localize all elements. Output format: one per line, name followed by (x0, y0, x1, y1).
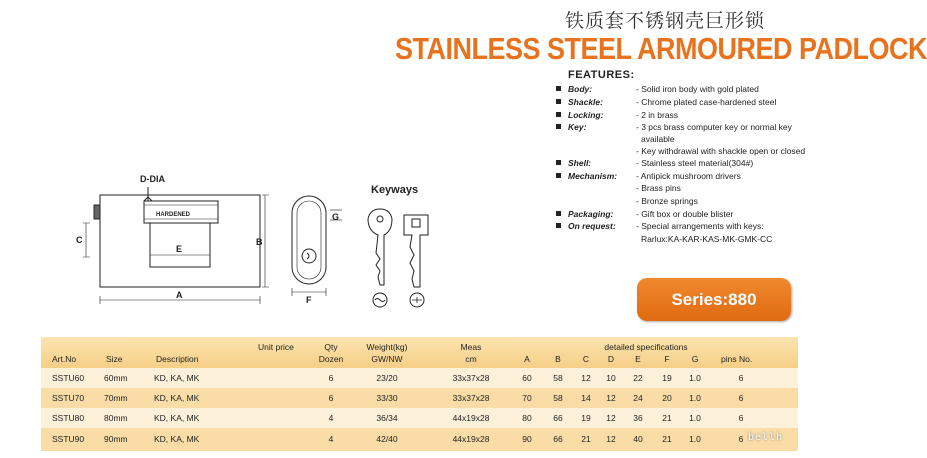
cell-a: 60 (522, 373, 532, 383)
padlock-side-view (282, 190, 354, 305)
feature-value: - Chrome plated case-hardened steel (636, 97, 777, 107)
bullet-icon (556, 86, 561, 91)
cell-f: 21 (662, 434, 672, 444)
feature-label: Key: (568, 122, 587, 132)
header-a: A (524, 354, 530, 364)
table-row (41, 388, 798, 408)
features-heading: FEATURES: (568, 69, 635, 81)
cell-size: 90mm (104, 434, 128, 444)
bullet-icon (556, 99, 561, 104)
header-size: Size (106, 354, 123, 364)
cell-meas: 44x19x28 (452, 434, 490, 444)
header-cm: cm (465, 354, 477, 364)
cell-art: SSTU60 (52, 373, 85, 383)
cell-size: 80mm (104, 413, 128, 423)
feature-label: Mechanism: (568, 171, 618, 181)
feature-label: On request: (568, 221, 616, 231)
feature-key-cont-1: available (641, 134, 675, 144)
table-header (41, 337, 798, 368)
cell-meas: 33x37x28 (452, 393, 490, 403)
header-qty: Qty (324, 342, 338, 352)
cell-qty: 4 (328, 434, 334, 444)
page-title: STAINLESS STEEL ARMOURED PADLOCK (395, 32, 927, 66)
feature-value: - Stainless steel material(304#) (636, 158, 754, 168)
header-gwnw: GW/NW (371, 354, 403, 364)
cell-qty: 4 (328, 413, 334, 423)
header-d: D (607, 354, 615, 364)
series-badge: Series:880 (637, 278, 791, 321)
cell-desc: KD, KA, MK (154, 373, 200, 383)
cell-g: 1.0 (689, 413, 701, 423)
cell-pins: 6 (738, 413, 744, 423)
bullet-icon (556, 124, 561, 129)
label-f: F (306, 295, 312, 305)
table-row (41, 428, 798, 451)
feature-value: - Gift box or double blister (636, 209, 734, 219)
feature-mech-cont-1: - Brass pins (636, 183, 681, 193)
header-weight: Weight(kg) (366, 342, 408, 352)
feature-label: Body: (568, 84, 593, 94)
cell-g: 1.0 (689, 373, 701, 383)
cell-e: 22 (633, 373, 643, 383)
feature-label: Locking: (568, 110, 604, 120)
cell-weight: 23/20 (376, 373, 398, 383)
cell-d: 12 (606, 393, 616, 403)
header-pins: pins No. (721, 354, 753, 364)
bullet-icon (556, 160, 561, 165)
cell-art: SSTU90 (52, 434, 85, 444)
label-c: C (76, 235, 83, 245)
cell-e: 24 (633, 393, 643, 403)
cell-e: 40 (633, 434, 643, 444)
header-dozen: Dozen (318, 354, 344, 364)
feature-value: - Antipick mushroom drivers (636, 171, 741, 181)
cell-a: 70 (522, 393, 532, 403)
header-unit-price: Unit price (258, 342, 294, 352)
feature-request-cont-1: Rarlux:KA-KAR-KAS-MK-GMK-CC (641, 234, 773, 244)
cell-d: 12 (606, 434, 616, 444)
cell-g: 1.0 (689, 434, 701, 444)
title-chinese: 铁质套不锈钢壳巨形锁 (565, 10, 766, 32)
cell-d: 10 (606, 373, 616, 383)
bullet-icon (556, 173, 561, 178)
header-detailed-specs: detailed specifications (604, 342, 688, 352)
cell-f: 21 (662, 413, 672, 423)
bullet-icon (556, 223, 561, 228)
header-f: F (664, 354, 670, 364)
cell-e: 36 (633, 413, 643, 423)
label-b: B (256, 237, 263, 247)
bullet-icon (556, 112, 561, 117)
key-2-icon (404, 215, 428, 287)
keyways-label: Keyways (371, 184, 419, 196)
header-c: C (582, 354, 590, 364)
table-row (41, 368, 798, 388)
label-d-dia: D-DIA (140, 174, 165, 184)
feature-value: - 2 in brass (636, 110, 679, 120)
cell-art: SSTU70 (52, 393, 85, 403)
cell-a: 80 (522, 413, 532, 423)
cell-f: 20 (662, 393, 672, 403)
watermark: bellh (748, 432, 784, 443)
cell-b: 66 (553, 434, 563, 444)
label-e: E (176, 244, 183, 254)
cell-qty: 6 (328, 373, 334, 383)
padlock-diagram (70, 165, 275, 310)
feature-value: - Special arrangements with keys: (636, 221, 764, 231)
cell-pins: 6 (738, 434, 744, 444)
cell-b: 58 (553, 393, 563, 403)
label-a: A (176, 290, 183, 300)
header-meas: Meas (460, 342, 482, 352)
feature-label: Shell: (568, 158, 592, 168)
cell-a: 90 (522, 434, 532, 444)
cell-qty: 6 (328, 393, 334, 403)
feature-label: Packaging: (568, 209, 614, 219)
cell-weight: 36/34 (376, 413, 398, 423)
spec-table (41, 337, 798, 451)
cell-pins: 6 (738, 373, 744, 383)
header-art-no: Art.No (52, 354, 77, 364)
cell-b: 58 (553, 373, 563, 383)
cell-art: SSTU80 (52, 413, 85, 423)
cell-c: 14 (581, 393, 591, 403)
header-description: Description (156, 354, 199, 364)
cell-meas: 33x37x28 (452, 373, 490, 383)
feature-value: - 3 pcs brass computer key or normal key (636, 122, 792, 132)
header-b: B (555, 354, 561, 364)
cell-weight: 33/30 (376, 393, 398, 403)
cell-size: 70mm (104, 393, 128, 403)
label-g: G (332, 212, 340, 222)
feature-value: - Solid iron body with gold plated (636, 84, 759, 94)
feature-label: Shackle: (568, 97, 603, 107)
cell-weight: 42/40 (376, 434, 398, 444)
cell-c: 21 (581, 434, 591, 444)
header-g: G (691, 354, 699, 364)
cell-c: 19 (581, 413, 591, 423)
key-1-icon (368, 209, 392, 285)
cell-g: 1.0 (689, 393, 701, 403)
cell-desc: KD, KA, MK (154, 413, 200, 423)
cell-meas: 44x19x28 (452, 413, 490, 423)
shackle-pin (94, 205, 100, 219)
cell-desc: KD, KA, MK (154, 434, 200, 444)
cell-b: 66 (553, 413, 563, 423)
cell-d: 12 (606, 413, 616, 423)
cell-pins: 6 (738, 393, 744, 403)
feature-key-cont-2: - Key withdrawal with shackle open or closed (636, 146, 806, 156)
bullet-icon (556, 211, 561, 216)
label-hardened: HARDENED (156, 212, 191, 218)
header-e: E (635, 354, 641, 364)
table-row (41, 408, 798, 428)
keyways-diagram (362, 205, 442, 310)
cell-f: 19 (662, 373, 672, 383)
cell-c: 12 (581, 373, 591, 383)
cell-size: 60mm (104, 373, 128, 383)
feature-mech-cont-2: - Bronze springs (636, 196, 698, 206)
cell-desc: KD, KA, MK (154, 393, 200, 403)
